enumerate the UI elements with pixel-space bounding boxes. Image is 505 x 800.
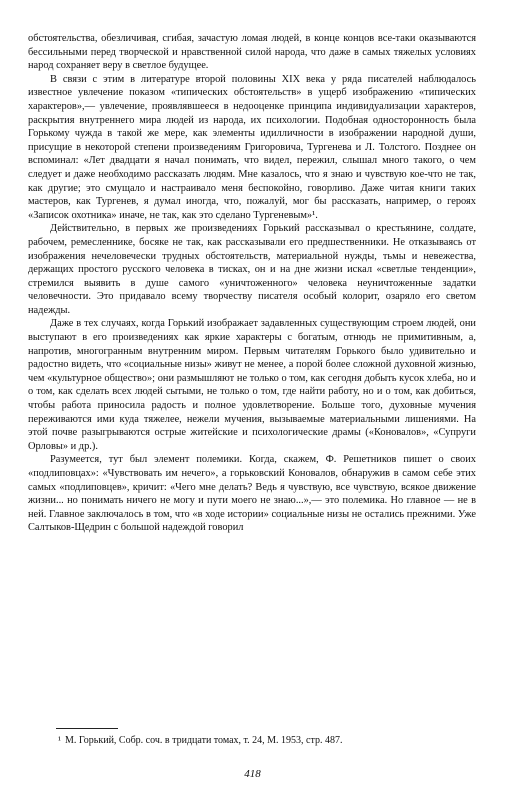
footnote-divider xyxy=(56,728,118,729)
body-text xyxy=(28,32,476,535)
paragraph-continued: обстоятельства, обезличивая, сгибая, зачастую ломая людей, в конце концов все-таки оказываются бессильными перед творческой и нравственной силой народа, что даже в самых тяжелых условиях народ сохраняет веру в светлое будущее. xyxy=(28,33,476,72)
page-number: 418 xyxy=(244,768,261,780)
paragraph: В связи с этим в литературе второй половины XIX века у ряда писателей наблюдалось известное увлечение показом «типических обстоятельств» в ущерб изображению «типических характеров»,— увлечение, проявлявшееся в недооценке принципа индивидуализации характеров, раскрытия внутреннего мира людей из народа, их психологии. Подобная односторонность была Горькому чужда в такой же мере, как элементы идилличности в изображении народной души, присущие в некоторой степени произведениям Григоровича, Тургенева и Л. Толстого. Позднее он вспоминал: «Лет двадцати я начал понимать, что видел, пережил, слышал много такого, о чем следует и даже необходимо рассказать людям. Мне казалось, что я знаю и чувствую кое-что не так, как другие; это смущало и настраивало меня беспокойно, говорливо. Даже читая книги таких мастеров, как Тургенев, я думал иногда, что, пожалуй, мог бы рассказать, например, о героях «Записок охотника» иначе, не так, как это сделано Тургеневым»¹. xyxy=(28,73,476,221)
paragraph: Разумеется, тут был элемент полемики. Когда, скажем, Ф. Решетников пишет о своих «подлиповцах»: «Чувствовать им нечего», а горьковский Коновалов, обнаружив в самом себе этих самых «подлиповцев», кричит: «Чего мне делать? Ведь я чувствую, все чувствую, всякое движение жизни... но понимать ничего не могу и пути моего не знаю...»,— это полемика. Но главное — не в ней. Главное заключалось в том, что «в ходе истории» социальные низы не остались прежними. Уже Салтыков-Щедрин с большой надеждой говорил xyxy=(28,454,476,534)
paragraph: Даже в тех случаях, когда Горький изображает задавленных существующим строем людей, они выступают в его произведениях как яркие характеры с богатым, отнюдь не примитивным, а, напротив, многогранным внутренним миром. Первым читателям Горького было удивительно и радостно видеть, что «социальные низы» живут не менее, а порой более сложной духовной жизнью, чем «культурное общество»; они размышляют не только о том, как сегодня добыть кусок хлеба, но и о том, как сделать всех людей сытыми, не только о том, где найти работу, но и о том, как добиться, чтобы работа приносила радость и полное удовлетворение. Больше того, духовные мучения переживаются ими куда тяжелее, нежели мучения, вызываемые материальными лишениями. На этой почве разыгрываются острые житейские и психологические драмы («Коновалов», «Супруги Орловы» и др.). xyxy=(28,318,476,452)
footnote xyxy=(58,735,478,747)
paragraph: Действительно, в первых же произведениях Горький рассказывал о крестьянине, солдате, рабочем, ремесленнике, босяке не так, как рассказывали его предшественники. Не отказываясь от изображения нечеловечески трудных обстоятельств, материальной нужды, тьмы и невежества, держащих простого русского человека в тисках, он и на дне жизни искал «светлые тенденции», стремился выявить в душе самого «уничтоженного» человека неуничтоженные задатки человечности. Это придавало всему творчеству писателя особый колорит, озаряло его светом надежды. xyxy=(28,223,476,316)
footnote-text: М. Горький, Собр. соч. в тридцати томах, т. 24, М. 1953, стр. 487. xyxy=(65,735,343,746)
footnote-mark: ¹ xyxy=(58,735,61,746)
